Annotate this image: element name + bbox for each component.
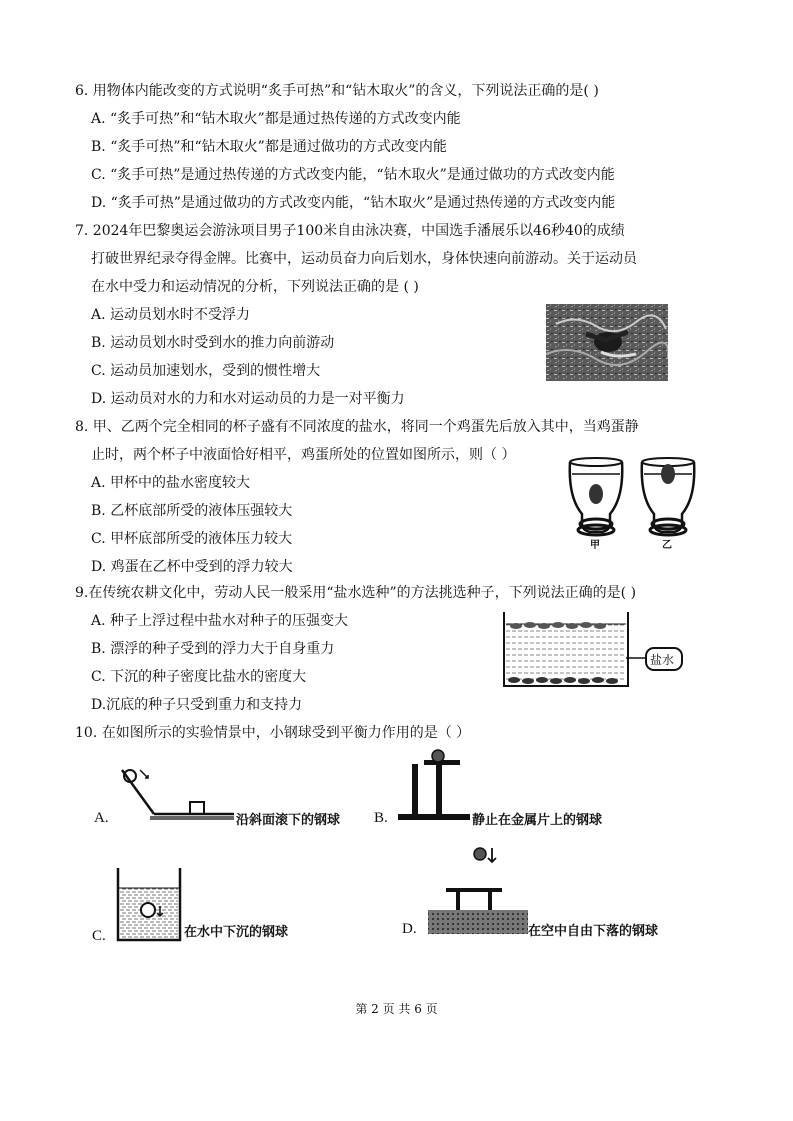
option-d-text: 在空中自由下落的钢球	[528, 924, 659, 939]
question-8-stem-line-1: 8. 甲、乙两个完全相同的杯子盛有不同浓度的盐水，将同一个鸡蛋先后放入其中，当鸡蛋静	[75, 419, 639, 435]
stand-figure	[398, 746, 470, 826]
question-9-option-a: A. 种子上浮过程中盐水对种子的压强变大	[91, 613, 349, 629]
block	[190, 802, 204, 814]
option-a-letter: A.	[94, 810, 109, 826]
egg-cups-figure	[560, 452, 700, 552]
swimmer-photo	[546, 304, 668, 381]
option-d-letter: D.	[402, 921, 417, 937]
steel-ball	[141, 903, 155, 917]
cup-label-jia: 甲	[590, 540, 600, 551]
beaker-figure	[114, 866, 184, 942]
salt-water-label: 盐水	[650, 653, 675, 667]
free-fall-figure	[426, 842, 530, 936]
egg-in-cup-yi	[661, 464, 675, 484]
incline-figure	[118, 764, 238, 822]
cup-jia	[570, 458, 623, 535]
question-7-stem-line-3: 在水中受力和运动情况的分析，下列说法正确的是 ( )	[91, 279, 419, 295]
question-9-stem: 9.在传统农耕文化中，劳动人民一般采用“盐水选种”的方法挑选种子，下列说法正确的是( )	[75, 585, 637, 601]
question-6-option-d: D. “炙手可热”是通过做功的方式改变内能，“钻木取火”是通过热传递的方式改变内能	[91, 195, 616, 211]
question-8-option-c: C. 甲杯底部所受的液体压力较大	[91, 531, 293, 547]
seed-selection-tank-figure	[500, 610, 690, 690]
question-7-stem-line-1: 7. 2024年巴黎奥运会游泳项目男子100米自由泳决赛，中国选手潘展乐以46秒40的成绩	[75, 223, 625, 239]
egg-in-cup-jia	[589, 484, 603, 504]
steel-ball	[432, 750, 444, 762]
option-b-letter: B.	[374, 810, 388, 826]
question-7-option-c: C. 运动员加速划水，受到的惯性增大	[91, 363, 321, 379]
question-10-stem: 10. 在如图所示的实验情景中，小钢球受到平衡力作用的是（ ）	[75, 725, 471, 741]
question-9-option-d: D.沉底的种子只受到重力和支持力	[91, 697, 303, 713]
question-6-option-b: B. “炙手可热”和“钻木取火”都是通过做功的方式改变内能	[91, 139, 447, 155]
question-8-option-a: A. 甲杯中的盐水密度较大	[91, 475, 251, 491]
question-9-option-c: C. 下沉的种子密度比盐水的密度大	[91, 669, 307, 685]
option-a-text: 沿斜面滚下的钢球	[236, 813, 341, 828]
question-7-option-a: A. 运动员划水时不受浮力	[91, 307, 251, 323]
question-7-option-d: D. 运动员对水的力和水对运动员的力是一对平衡力	[91, 391, 405, 407]
question-7-stem-line-2: 打破世界纪录夺得金牌。比赛中，运动员奋力向后划水，身体快速向前游动。关于运动员	[91, 251, 637, 267]
cup-label-yi: 乙	[662, 540, 672, 551]
cup-yi	[642, 458, 695, 535]
question-8-stem-line-2: 止时，两个杯子中液面恰好相平，鸡蛋所处的位置如图所示，则（ ）	[91, 447, 516, 463]
question-6-option-a: A. “炙手可热”和“钻木取火”都是通过热传递的方式改变内能	[91, 111, 461, 127]
question-9-option-b: B. 漂浮的种子受到的浮力大于自身重力	[91, 641, 335, 657]
question-6-option-c: C. “炙手可热”是通过热传递的方式改变内能，“钻木取火”是通过做功的方式改变内能	[91, 167, 615, 183]
question-8-option-d: D. 鸡蛋在乙杯中受到的浮力较大	[91, 559, 293, 575]
option-b-text: 静止在金属片上的钢球	[472, 813, 603, 828]
question-6-stem: 6. 用物体内能改变的方式说明“炙手可热”和“钻木取火”的含义，下列说法正确的是( )	[75, 83, 599, 99]
page-number-footer: 第 2 页 共 6 页	[355, 1002, 438, 1016]
question-8-option-b: B. 乙杯底部所受的液体压强较大	[91, 503, 293, 519]
steel-ball	[474, 848, 486, 860]
option-c-letter: C.	[92, 928, 106, 944]
question-7-option-b: B. 运动员划水时受到水的推力向前游动	[91, 335, 335, 351]
option-c-text: 在水中下沉的钢球	[184, 925, 289, 940]
